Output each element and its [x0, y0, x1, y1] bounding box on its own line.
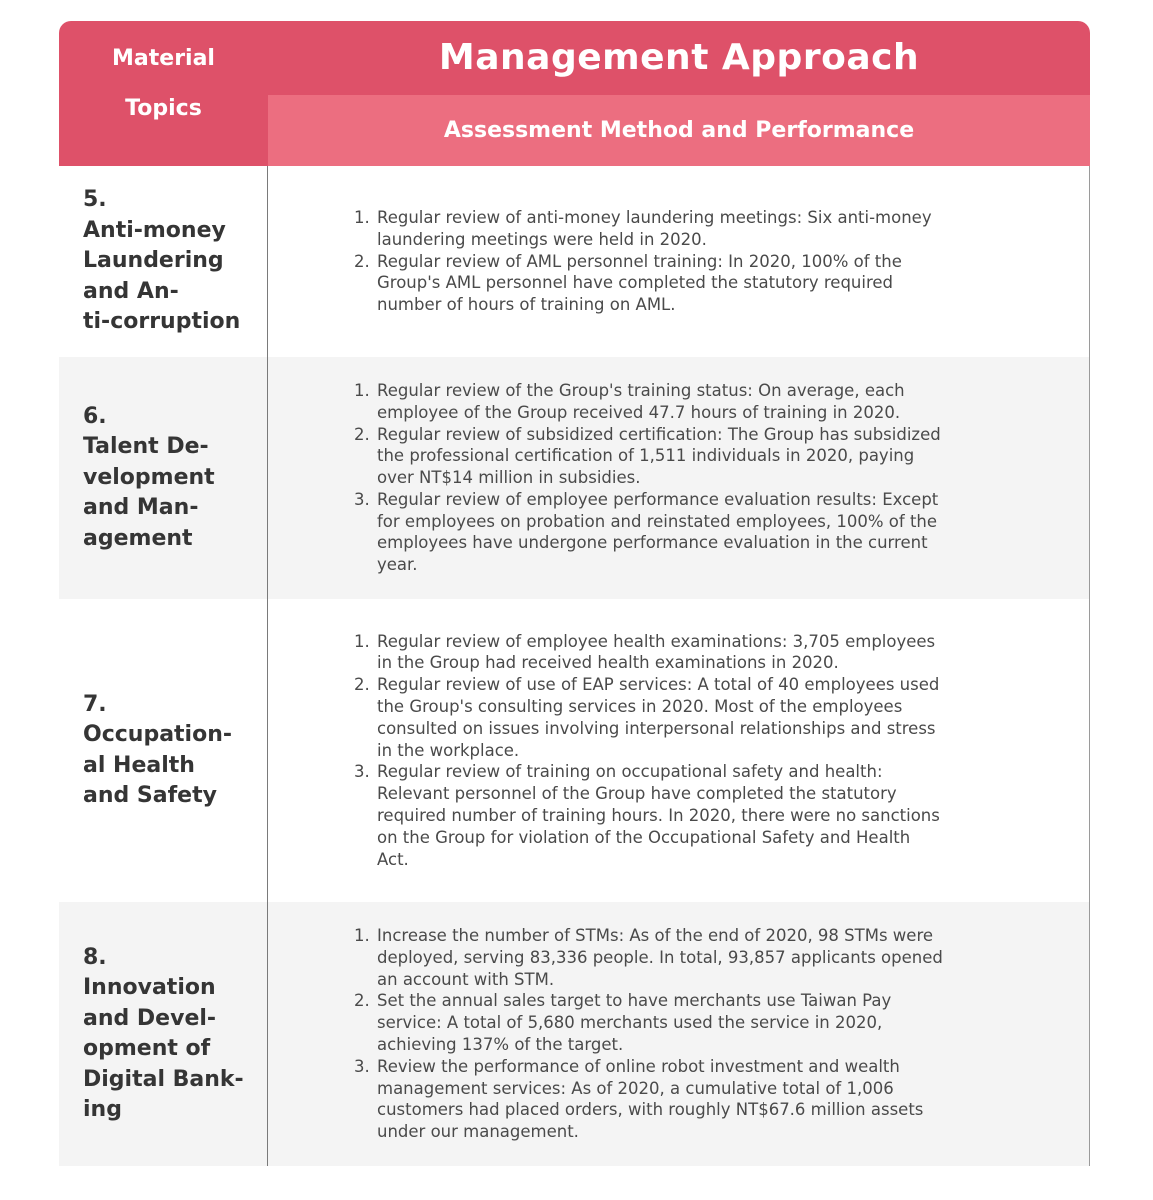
- topic-cell: [59, 357, 268, 599]
- assessment-cell: [268, 357, 1090, 599]
- list-item: 2. Set the annual sales target to have merchants use Taiwan Pay service: A total of 5,680 merchants used the service in 2020, achieving 137% of the target.: [354, 991, 892, 1054]
- table-subtitle: Assessment Method and Performance: [443, 118, 915, 143]
- topic-title-line: Digital Bank-: [83, 1066, 244, 1092]
- topics-label-line: Topics: [125, 95, 202, 121]
- table-row: [59, 902, 1090, 1166]
- list-item: 1. Regular review of anti-money laundering meetings: Six anti-money laundering meetings were held in 2020.: [354, 208, 932, 249]
- assessment-cell: [268, 599, 1090, 902]
- topic-title-line: and Man-: [83, 495, 199, 521]
- topic-title-line: and Devel-: [83, 1005, 217, 1031]
- topic-title-line: velopment: [83, 464, 215, 490]
- assessment-cell: [268, 902, 1090, 1166]
- list-item: 2. Regular review of AML personnel training: In 2020, 100% of the Group's AML personnel have completed the statutory required number of hours of training on AML.: [354, 251, 902, 315]
- assessment-list: [344, 207, 947, 316]
- management-approach-table: [59, 21, 1090, 1166]
- list-item: 3. Regular review of employee performance evaluation results: Except for employees on probation and reinstated employees, 100% of the employees have undergone performance evaluation in the current year.: [354, 489, 939, 575]
- assessment-list: [344, 380, 947, 576]
- table-row: [59, 599, 1090, 902]
- topic-title-line: ti-corruption: [83, 309, 241, 335]
- list-item: 3. Review the performance of online robot investment and wealth management services: As of 2020, a cumulative total of 1,006 customers had placed orders, with roughly NT$67.6 million assets under our management.: [354, 1056, 924, 1142]
- list-item: 3. Regular review of training on occupational safety and health: Relevant personnel of the Group have completed the statutory required number of training hours. In 2020, there were no sanctions on the Group for violation of the Occupational Safety and Health Act.: [354, 762, 940, 869]
- table-row: [59, 166, 1090, 357]
- material-topics-header: [59, 21, 268, 166]
- list-item: 2. Regular review of subsidized certification: The Group has subsidized the professional certification of 1,511 individuals in 2020, paying over NT$14 million in subsidies.: [354, 424, 941, 488]
- topic-title-line: and Safety: [83, 783, 217, 808]
- topic-cell: [59, 902, 268, 1166]
- topic-number: 7.: [83, 691, 107, 717]
- topic-number: 6.: [83, 403, 107, 429]
- topic-title-line: Occupation-: [83, 722, 233, 747]
- topic-title-line: and An-: [83, 278, 179, 304]
- assessment-cell: [268, 166, 1090, 357]
- table-title: Management Approach: [438, 36, 920, 78]
- topics-label-line: Material: [112, 45, 215, 71]
- topic-title-line: Laundering: [83, 248, 224, 274]
- topic-title-line: Anti-money: [83, 217, 226, 243]
- topic-cell: [59, 599, 268, 902]
- assessment-list: [344, 925, 947, 1143]
- table-header: [59, 21, 1090, 166]
- topic-title-line: agement: [83, 525, 193, 551]
- list-item: 1. Regular review of employee health examinations: 3,705 employees in the Group had received health examinations in 2020.: [354, 631, 936, 673]
- list-item: 1. Increase the number of STMs: As of the end of 2020, 98 STMs were deployed, serving 83,336 people. In total, 93,857 applicants opened an account with STM.: [354, 926, 943, 989]
- topic-title-line: Innovation: [83, 975, 216, 1000]
- list-item: 1. Regular review of the Group's training status: On average, each employee of the Group received 47.7 hours of training in 2020.: [354, 380, 905, 422]
- assessment-list: [344, 631, 947, 871]
- table-row: [59, 357, 1090, 599]
- topic-title-line: Talent De-: [83, 434, 209, 460]
- assessment-method-header: [268, 95, 1090, 166]
- topic-number: 8.: [83, 944, 107, 970]
- topic-cell: [59, 166, 268, 357]
- topic-number: 5.: [83, 187, 107, 213]
- management-approach-header: [268, 21, 1090, 95]
- topic-title-line: al Health: [83, 752, 195, 778]
- topic-title-line: ing: [83, 1097, 122, 1122]
- topic-title-line: opment of: [83, 1036, 211, 1061]
- list-item: 2. Regular review of use of EAP services: A total of 40 employees used the Group's consulting services in 2020. Most of the employees consulted on issues involving interpersonal relationships and stress in the workplace.: [354, 675, 940, 760]
